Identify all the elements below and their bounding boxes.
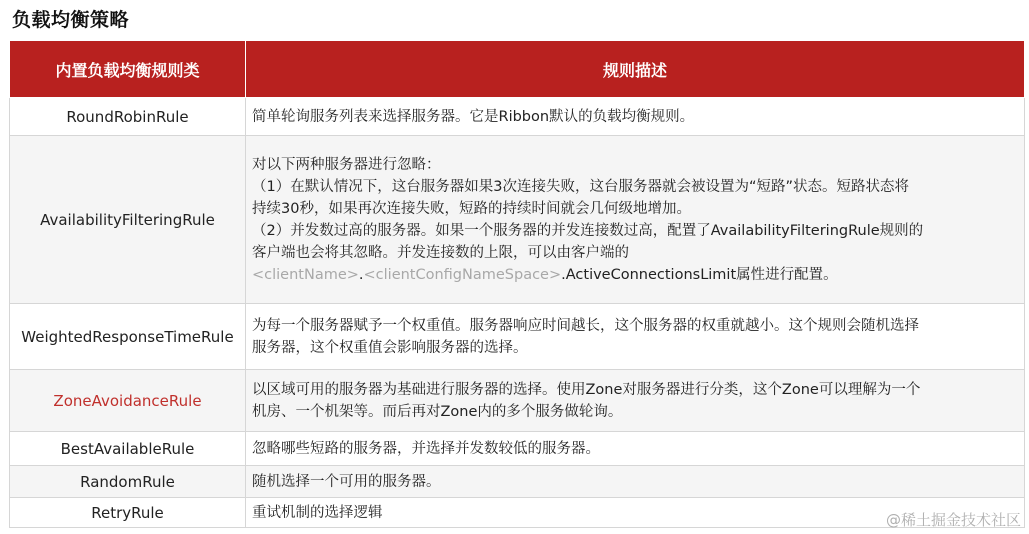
description-line: 客户端也会将其忽略。并发连接数的上限，可以由客户端的 bbox=[252, 244, 629, 261]
description-line bbox=[252, 264, 1016, 286]
rule-description bbox=[246, 370, 1025, 432]
description-line: 服务器，这个权重值会影响服务器的选择。 bbox=[252, 339, 528, 356]
rule-description bbox=[246, 136, 1025, 304]
column-header-description: 规则描述 bbox=[246, 41, 1025, 98]
description-line: 为每一个服务器赋予一个权重值。服务器响应时间越长，这个服务器的权重就越小。这个规则会随机选择 bbox=[252, 317, 919, 334]
description-line: 简单轮询服务列表来选择服务器。它是Ribbon默认的负载均衡规则。 bbox=[252, 108, 695, 125]
description-line: （1）在默认情况下，这台服务器如果3次连接失败，这台服务器就会被设置为“短路”状态。短路状态将 bbox=[252, 178, 909, 195]
table-header-row bbox=[10, 41, 1025, 98]
table-row bbox=[10, 136, 1025, 304]
column-header-rule-class: 内置负载均衡规则类 bbox=[10, 41, 246, 98]
rule-name: RoundRobinRule bbox=[10, 98, 246, 136]
description-line: 对以下两种服务器进行忽略： bbox=[252, 156, 441, 173]
table-row bbox=[10, 432, 1025, 466]
description-line: 机房、一个机架等。而后再对Zone内的多个服务做轮询。 bbox=[252, 403, 623, 420]
rule-description bbox=[246, 466, 1025, 498]
description-line: 随机选择一个可用的服务器。 bbox=[252, 473, 441, 490]
description-line: 重试机制的选择逻辑 bbox=[252, 504, 383, 521]
description-line: 以区域可用的服务器为基础进行服务器的选择。使用Zone对服务器进行分类，这个Zone可以理解为一个 bbox=[252, 381, 921, 398]
rule-name: RetryRule bbox=[10, 498, 246, 528]
rules-table bbox=[9, 40, 1025, 528]
description-line: （2）并发数过高的服务器。如果一个服务器的并发连接数过高，配置了AvailabilityFilteringRule规则的 bbox=[252, 222, 924, 239]
rule-description bbox=[246, 432, 1025, 466]
watermark: @稀土掘金技术社区 bbox=[885, 511, 1021, 529]
table-row bbox=[10, 498, 1025, 528]
rule-description bbox=[246, 98, 1025, 136]
client-name-placeholder: <clientName> bbox=[252, 266, 359, 283]
description-line: 忽略哪些短路的服务器，并选择并发数较低的服务器。 bbox=[252, 440, 600, 457]
config-dot: . bbox=[358, 266, 364, 283]
description-line: 持续30秒，如果再次连接失败，短路的持续时间就会几何级地增加。 bbox=[252, 200, 691, 217]
table-row bbox=[10, 370, 1025, 432]
table-row bbox=[10, 304, 1025, 370]
rule-name: WeightedResponseTimeRule bbox=[10, 304, 246, 370]
rule-description bbox=[246, 304, 1025, 370]
page-title: 负载均衡策略 bbox=[12, 9, 130, 31]
rule-name: BestAvailableRule bbox=[10, 432, 246, 466]
rule-name: AvailabilityFilteringRule bbox=[10, 136, 246, 304]
client-config-namespace-placeholder: <clientConfigNameSpace> bbox=[363, 266, 562, 283]
rule-name: ZoneAvoidanceRule bbox=[10, 370, 246, 432]
table-row bbox=[10, 466, 1025, 498]
config-property-text: .ActiveConnectionsLimit属性进行配置。 bbox=[561, 266, 838, 283]
rule-name: RandomRule bbox=[10, 466, 246, 498]
table-row bbox=[10, 98, 1025, 136]
